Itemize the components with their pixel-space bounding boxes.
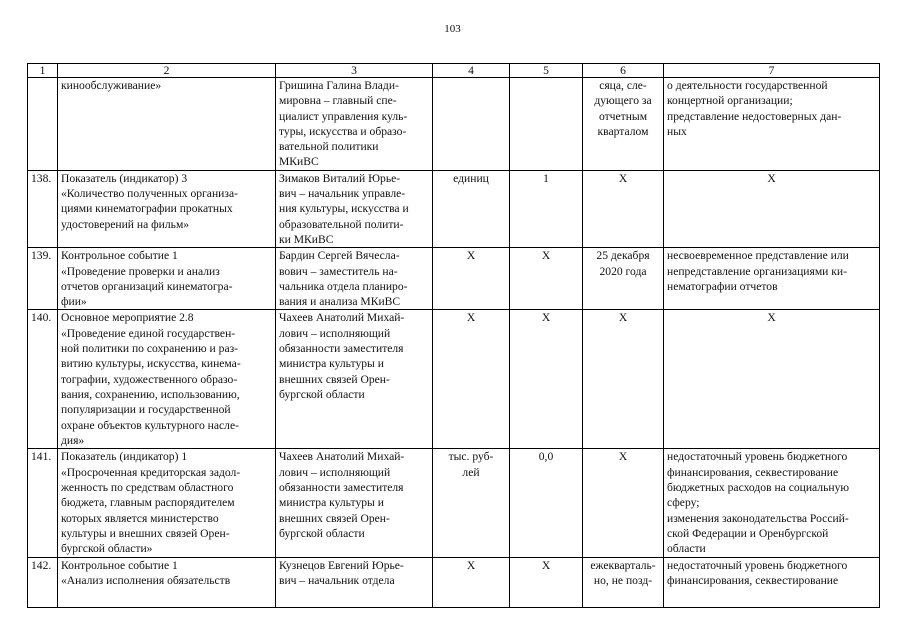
cell-line: обязанности заместителя [279, 481, 404, 495]
header-cell: 2 [58, 64, 276, 78]
cell-line: Х [767, 311, 776, 325]
row-number [28, 78, 58, 171]
cell-line: о деятельности государственной [667, 79, 828, 92]
cell-line: ежекварталь- [590, 558, 656, 572]
table-row [28, 248, 880, 310]
cell-line: женность по средствам областного [61, 481, 234, 495]
cell-line: вательной политики [279, 140, 379, 154]
cell-line: бургской области» [61, 542, 153, 556]
cell-line: сяца, сле- [599, 79, 647, 92]
value-cell [510, 449, 583, 557]
cell-line: чальника отдела планиро- [279, 279, 408, 293]
cell-line: Зимаков Виталий Юрье- [279, 171, 401, 185]
header-cell: 1 [28, 64, 58, 78]
cell-line: культуры и внешних связей Орен- [61, 526, 230, 540]
value-cell [510, 78, 583, 171]
cell-line: ных [667, 124, 687, 138]
cell-line: вания, сохранению, использованию, [61, 387, 240, 401]
cell-line: финансирования, секвестирование [667, 465, 839, 479]
deadline-cell [583, 310, 664, 449]
cell-line: Х [466, 558, 476, 572]
responsible-cell [276, 78, 433, 171]
cell-line: бюджетных расходов на социальную [667, 481, 850, 495]
responsible-cell [276, 248, 433, 310]
cell-line: дующего за [594, 94, 652, 108]
cell-line: единиц [453, 171, 489, 185]
cell-line: МКиВС [279, 155, 319, 169]
cell-line: лович – исполняющий [279, 326, 391, 340]
cell-line: недостаточный уровень бюджетного [667, 558, 848, 572]
cell-line: 1 [543, 171, 549, 185]
cell-line: вович – заместитель на- [279, 264, 398, 278]
cell-line: нематографии отчетов [667, 279, 778, 293]
cell-line: но, не позд- [593, 573, 653, 587]
table-header-row [28, 64, 880, 78]
table-row [28, 449, 880, 557]
cell-line: обязанности заместителя [279, 342, 404, 356]
cell-line: мировна – главный спе- [279, 94, 397, 108]
cell-line: Чахеев Анатолий Михай- [279, 311, 405, 325]
cell-line: циями кинематографии прокатных [61, 202, 233, 216]
cell-line: вания и анализа МКиВС [279, 295, 401, 309]
cell-line: Чахеев Анатолий Михай- [279, 450, 405, 464]
cell-line: Контрольное событие 1 [61, 249, 178, 263]
cell-line: министра культуры и [279, 496, 384, 510]
cell-line: охране объектов культурного насле- [61, 418, 239, 432]
cell-line: непредставление организациями ки- [667, 264, 847, 278]
cell-line: тыс. руб- [448, 450, 494, 464]
deadline-cell [583, 170, 664, 247]
cell-line: лей [462, 465, 480, 479]
responsible-cell [276, 449, 433, 557]
event-name-cell [58, 449, 276, 557]
cell-line: Контрольное событие 1 [61, 558, 178, 572]
cell-line: Х [618, 311, 628, 325]
cell-line: витию культуры, искусства, кинема- [61, 357, 241, 371]
risk-cell [664, 310, 880, 449]
responsible-cell [276, 310, 433, 449]
cell-line: Х [541, 249, 551, 263]
cell-line: концертной организации; [667, 94, 793, 108]
cell-line: ской Федерации и Оренбургской [667, 526, 829, 540]
cell-line: 0,0 [538, 450, 554, 464]
header-cell: 3 [276, 64, 433, 78]
cell-line: бургской области [279, 387, 365, 401]
cell-line: фии» [61, 295, 87, 309]
header-cell: 6 [583, 64, 664, 78]
unit-cell [433, 449, 510, 557]
risk-cell [664, 78, 880, 171]
cell-line: Гришина Галина Влади- [279, 79, 399, 92]
cell-line: ной политики по сохранению и раз- [61, 342, 239, 356]
cell-line: Х [541, 558, 551, 572]
cell-line: Х [466, 249, 476, 263]
cell-line: 2020 года [599, 264, 647, 278]
cell-line: вич – начальник управле- [279, 187, 406, 201]
cell-line: образовательной полити- [279, 217, 404, 231]
cell-line: представление недостоверных дан- [667, 109, 842, 123]
cell-line: отчетным [598, 109, 648, 123]
deadline-cell [583, 557, 664, 607]
cell-line: циалист управления куль- [279, 109, 408, 123]
document-table [27, 63, 880, 608]
row-number: 142. [28, 557, 58, 607]
cell-line: «Проведение проверки и анализ [61, 264, 220, 278]
risk-cell [664, 557, 880, 607]
cell-line: области [667, 542, 706, 556]
table-row [28, 310, 880, 449]
cell-line: внешних связей Орен- [279, 372, 390, 386]
cell-line: министра культуры и [279, 357, 384, 371]
cell-line: Кузнецов Евгений Юрье- [279, 558, 404, 572]
event-name-cell [58, 78, 276, 171]
header-cell: 4 [433, 64, 510, 78]
cell-line: «Анализ исполнения обязательств [61, 573, 231, 587]
cell-line: Х [618, 450, 628, 464]
event-name-cell [58, 557, 276, 607]
value-cell [510, 310, 583, 449]
cell-line: удостоверений на фильм» [61, 217, 190, 231]
cell-line: кварталом [597, 124, 649, 138]
cell-line: Х [618, 171, 628, 185]
row-number: 138. [28, 170, 58, 247]
unit-cell [433, 557, 510, 607]
cell-line: несвоевременное представление или [667, 249, 849, 263]
cell-line: Показатель (индикатор) 1 [61, 450, 188, 464]
value-cell [510, 170, 583, 247]
cell-line: лович – исполняющий [279, 465, 391, 479]
unit-cell [433, 170, 510, 247]
deadline-cell [583, 78, 664, 171]
header-cell: 7 [664, 64, 880, 78]
deadline-cell [583, 449, 664, 557]
cell-line: Х [466, 311, 476, 325]
page-number: 103 [444, 23, 461, 35]
cell-line: 25 декабря [596, 249, 650, 263]
cell-line: сферу; [667, 496, 700, 510]
row-number: 140. [28, 310, 58, 449]
event-name-cell [58, 248, 276, 310]
row-number: 141. [28, 449, 58, 557]
value-cell [510, 557, 583, 607]
unit-cell [433, 248, 510, 310]
cell-line: Показатель (индикатор) 3 [61, 171, 188, 185]
cell-line: которых является министерство [61, 511, 219, 525]
cell-line: «Проведение единой государствен- [61, 326, 236, 340]
cell-line: отчетов организаций кинематогра- [61, 279, 233, 293]
value-cell [510, 248, 583, 310]
event-name-cell [58, 170, 276, 247]
cell-line: бюджета, главным распорядителем [61, 496, 235, 510]
cell-line: недостаточный уровень бюджетного [667, 450, 848, 464]
event-name-cell [58, 310, 276, 449]
cell-line: популяризации и государственной [61, 403, 231, 417]
cell-line: ки МКиВС [279, 232, 334, 246]
unit-cell [433, 310, 510, 449]
row-number: 139. [28, 248, 58, 310]
table-row [28, 78, 880, 171]
cell-line: тографии, художественного образо- [61, 372, 238, 386]
cell-line: внешних связей Орен- [279, 511, 390, 525]
cell-line: Бардин Сергей Вячесла- [279, 249, 400, 263]
risk-cell [664, 170, 880, 247]
cell-line: «Просроченная кредиторская задол- [61, 465, 241, 479]
cell-line: дия» [61, 433, 85, 447]
table-row [28, 557, 880, 607]
cell-line: изменения законодательства Россий- [667, 511, 849, 525]
header-cell: 5 [510, 64, 583, 78]
cell-line: Основное мероприятие 2.8 [61, 311, 194, 325]
cell-line: туры, искусства и образо- [279, 124, 407, 138]
table-row [28, 170, 880, 247]
deadline-cell [583, 248, 664, 310]
unit-cell [433, 78, 510, 171]
cell-line: бургской области [279, 526, 365, 540]
risk-cell [664, 248, 880, 310]
cell-line: вич – начальник отдела [279, 573, 395, 587]
responsible-cell [276, 557, 433, 607]
cell-line: финансирования, секвестирование [667, 573, 839, 587]
cell-line: «Количество полученных организа- [61, 187, 238, 201]
cell-line: Х [767, 171, 776, 185]
responsible-cell [276, 170, 433, 247]
risk-cell [664, 449, 880, 557]
cell-line: ния культуры, искусства и [279, 202, 409, 216]
cell-line: Х [541, 311, 551, 325]
table-body [28, 64, 880, 608]
cell-line: кинообслуживание» [61, 79, 162, 92]
